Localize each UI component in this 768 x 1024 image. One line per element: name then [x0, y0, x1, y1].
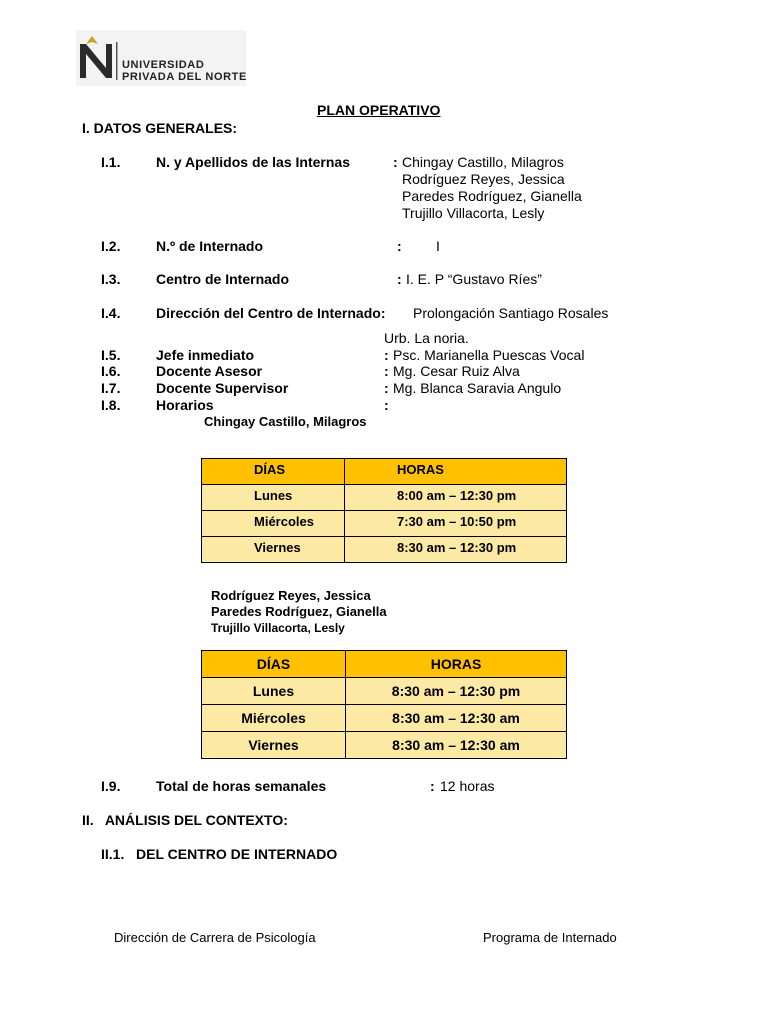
item-number: I.7.: [101, 380, 121, 396]
section-analisis-contexto: II. ANÁLISIS DEL CONTEXTO:: [82, 812, 288, 828]
table-cell: 8:30 am – 12:30 pm: [345, 537, 567, 563]
item-value: I: [436, 238, 440, 254]
table-header-cell: HORAS: [346, 651, 567, 678]
schedule-intern-names: [211, 588, 387, 636]
item-colon: :: [384, 363, 389, 379]
item-number: I.3.: [101, 271, 121, 287]
item-number: I.2.: [101, 238, 121, 254]
table-cell: Miércoles: [202, 705, 346, 732]
item-colon: :: [384, 347, 389, 363]
table-cell: 8:30 am – 12:30 pm: [346, 678, 567, 705]
item-number: I.9.: [101, 778, 121, 794]
item-value: Psc. Marianella Puescas Vocal: [393, 347, 585, 363]
item-colon: :: [430, 778, 435, 794]
table-cell: 8:00 am – 12:30 pm: [345, 485, 567, 511]
item-value: Mg. Cesar Ruiz Alva: [393, 363, 520, 379]
document-title: PLAN OPERATIVO: [317, 102, 441, 118]
item-label: Docente Asesor: [156, 363, 263, 379]
item-number: I.1.: [101, 154, 121, 170]
item-number: I.5.: [101, 347, 121, 363]
table-row: [202, 732, 567, 759]
table-header-row: [202, 459, 567, 485]
item-colon: :: [393, 154, 398, 170]
item-colon: :: [384, 397, 389, 413]
item-colon: :: [384, 380, 389, 396]
item-label: Jefe inmediato: [156, 347, 255, 363]
table-cell: Miércoles: [202, 511, 345, 537]
table-cell: Lunes: [202, 678, 346, 705]
item-number: I.6.: [101, 363, 121, 379]
schedule-intern-name: Chingay Castillo, Milagros: [204, 414, 367, 429]
item-label: Dirección del Centro de Internado:: [156, 305, 386, 321]
subsection-centro-internado: II.1. DEL CENTRO DE INTERNADO: [101, 846, 338, 862]
logo-text: UNIVERSIDAD PRIVADA DEL NORTE: [122, 59, 247, 83]
table-row: [202, 511, 567, 537]
item-label: Total de horas semanales: [156, 778, 327, 794]
item-label: Horarios: [156, 397, 214, 413]
schedule-table: [201, 458, 567, 563]
item-value: Mg. Blanca Saravia Angulo: [393, 380, 562, 396]
table-cell: Viernes: [202, 537, 345, 563]
table-cell: Viernes: [202, 732, 346, 759]
schedule-table: [201, 650, 567, 759]
table-row: [202, 485, 567, 511]
table-row: [202, 678, 567, 705]
table-cell: 7:30 am – 10:50 pm: [345, 511, 567, 537]
table-row: [202, 705, 567, 732]
table-row: [202, 537, 567, 563]
schedule-intern-name: Paredes Rodríguez, Gianella: [211, 604, 387, 619]
table-header-cell: HORAS: [345, 459, 567, 485]
item-colon: :: [397, 238, 402, 254]
table-cell: Lunes: [202, 485, 345, 511]
table-cell: 8:30 am – 12:30 am: [346, 732, 567, 759]
item-value: Prolongación Santiago Rosales: [413, 305, 609, 321]
table-header-cell: DÍAS: [202, 651, 346, 678]
item-value: I. E. P “Gustavo Ríes”: [406, 271, 542, 287]
item-colon: :: [397, 271, 402, 287]
item-label: Centro de Internado: [156, 271, 290, 287]
item-value-continued: Urb. La noria.: [384, 330, 469, 346]
schedule-intern-name: Rodríguez Reyes, Jessica: [211, 588, 371, 603]
table-cell: 8:30 am – 12:30 am: [346, 705, 567, 732]
item-label: N. y Apellidos de las Internas: [156, 154, 350, 170]
item-value: 12 horas: [440, 778, 495, 794]
intern-name: Trujillo Villacorta, Lesly: [402, 205, 545, 221]
intern-name: Chingay Castillo, Milagros: [402, 154, 564, 170]
item-number: I.8.: [101, 397, 121, 413]
footer-right: Programa de Internado: [483, 930, 617, 945]
item-label: Docente Supervisor: [156, 380, 289, 396]
item-number: I.4.: [101, 305, 121, 321]
intern-name: Paredes Rodríguez, Gianella: [402, 188, 582, 204]
item-label: N.º de Internado: [156, 238, 264, 254]
table-header-cell: DÍAS: [202, 459, 345, 485]
table-header-row: [202, 651, 567, 678]
section-datos-generales: I. DATOS GENERALES:: [82, 120, 238, 136]
schedule-intern-name: Trujillo Villacorta, Lesly: [211, 621, 345, 635]
footer-left: Dirección de Carrera de Psicología: [114, 930, 316, 945]
intern-name: Rodríguez Reyes, Jessica: [402, 171, 565, 187]
